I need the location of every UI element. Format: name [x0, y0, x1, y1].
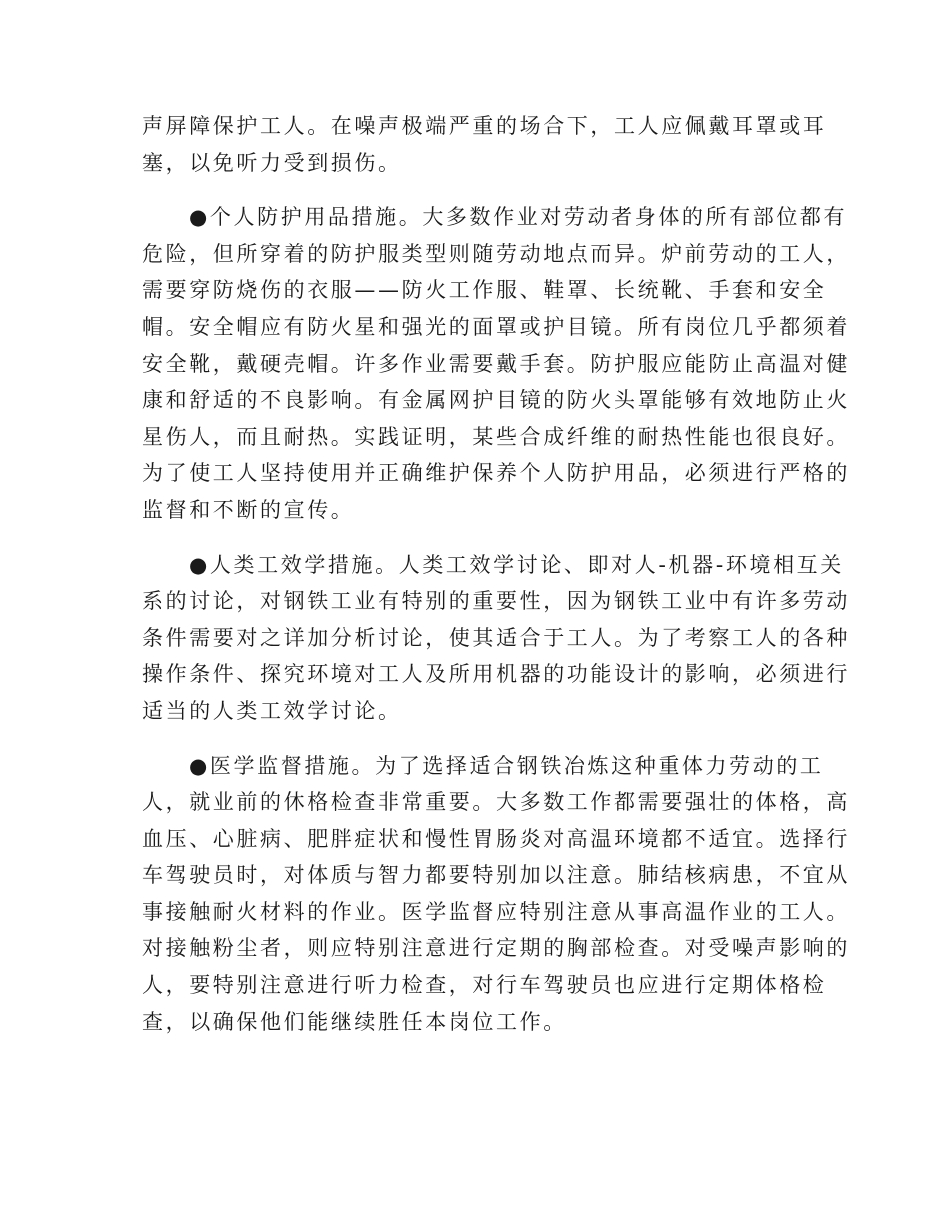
- text-line: 康和舒适的不良影响。有金属网护目镜的防火头罩能够有效地防止火: [142, 388, 850, 413]
- paragraph-noise-protection-continued: [142, 108, 827, 181]
- text-line: 人，就业前的休格检查非常重要。大多数工作都需要强壮的体格，高: [142, 790, 850, 815]
- text-line: 条件需要对之详加分析讨论，使其适合于工人。为了考察工人的各种: [142, 625, 850, 650]
- text-line: 操作条件、探究环境对工人及所用机器的功能设计的影响，必须进行: [142, 662, 850, 687]
- paragraph-personal-protective-equipment: [142, 199, 850, 528]
- text-line: 为了使工人坚持使用并正确维护保养个人防护用品，必须进行严格的: [142, 461, 850, 486]
- text-line: 事接触耐火材料的作业。医学监督应特别注意从事高温作业的工人。: [142, 899, 850, 924]
- text-line: 星伤人，而且耐热。实践证明，某些合成纤维的耐热性能也很良好。: [142, 424, 850, 449]
- text-line: 塞，以免听力受到损伤。: [142, 150, 402, 175]
- text-line: 危险，但所穿着的防护服类型则随劳动地点而异。炉前劳动的工人，: [142, 241, 850, 266]
- text-line: ●医学监督措施。为了选择适合钢铁冶炼这种重体力劳动的工: [189, 753, 824, 778]
- text-line: 对接触粉尘者，则应特别注意进行定期的胸部检查。对受噪声影响的: [142, 936, 850, 961]
- paragraph-ergonomics: [142, 547, 850, 730]
- text-line: 系的讨论，对钢铁工业有特别的重要性，因为钢铁工业中有许多劳动: [142, 589, 850, 614]
- text-line: 帽。安全帽应有防火星和强光的面罩或护目镜。所有岗位几乎都须着: [142, 314, 850, 339]
- text-line: 车驾驶员时，对体质与智力都要特别加以注意。肺结核病患，不宜从: [142, 863, 850, 888]
- text-line: 适当的人类工效学讨论。: [142, 698, 402, 723]
- text-line: 人，要特别注意进行听力检查，对行车驾驶员也应进行定期体格检: [142, 973, 827, 998]
- text-line: 血压、心脏病、肥胖症状和慢性胃肠炎对高温环境都不适宜。选择行: [142, 826, 850, 851]
- text-line: ●人类工效学措施。人类工效学讨论、即对人-机器-环境相互关: [189, 552, 844, 577]
- text-line: 需要穿防烧伤的衣服——防火工作服、鞋罩、长统靴、手套和安全: [142, 278, 827, 303]
- text-line: ●个人防护用品措施。大多数作业对劳动者身体的所有部位都有: [189, 205, 848, 230]
- text-line: 查，以确保他们能继续胜任本岗位工作。: [142, 1009, 567, 1034]
- text-line: 监督和不断的宣传。: [142, 497, 355, 522]
- text-line: 安全靴，戴硬壳帽。许多作业需要戴手套。防护服应能防止高温对健: [142, 351, 850, 376]
- document-body: [142, 108, 850, 1058]
- paragraph-medical-supervision: [142, 748, 850, 1041]
- text-line: 声屏障保护工人。在噪声极端严重的场合下，工人应佩戴耳罩或耳: [142, 114, 827, 138]
